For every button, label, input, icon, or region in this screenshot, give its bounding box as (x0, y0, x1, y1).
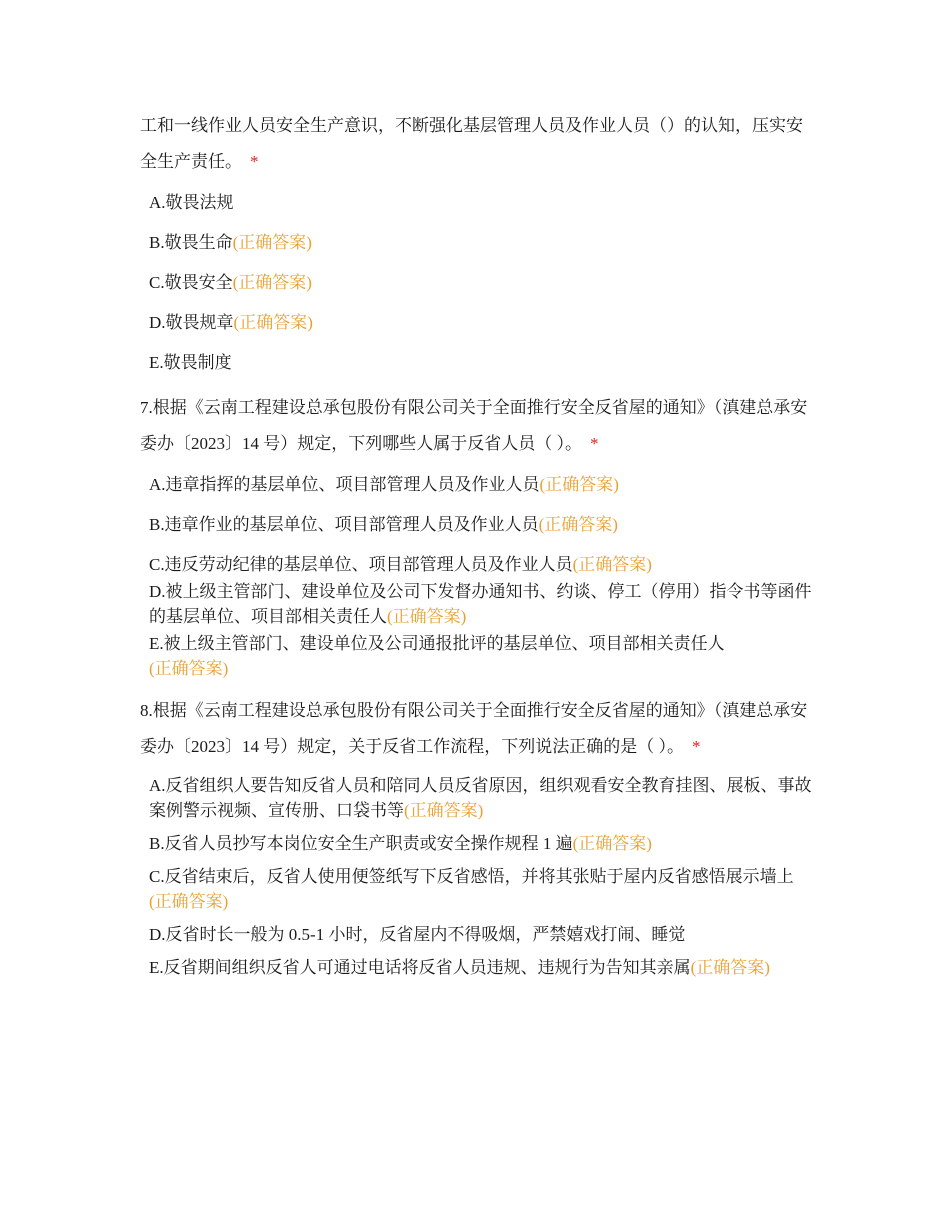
q8-option-d (149, 922, 812, 947)
question-6-text: 工和一线作业人员安全生产意识，不断强化基层管理人员及作业人员（）的认知，压实安全生产责任。 (140, 116, 803, 171)
option-text: D.被上级主管部门、建设单位及公司下发督办通知书、约谈、停工（停用）指令书等函件的基层单位、项目部相关责任人 (149, 582, 812, 626)
q6-option-e (149, 350, 812, 375)
question-7-options (140, 472, 812, 681)
correct-answer-label: (正确答案) (572, 555, 652, 574)
correct-answer-label: (正确答案) (690, 958, 770, 977)
correct-answer-label: (正确答案) (232, 233, 312, 252)
q7-option-c (149, 552, 812, 577)
option-text: A.违章指挥的基层单位、项目部管理人员及作业人员 (149, 475, 540, 494)
question-8-options (140, 773, 812, 980)
question-6 (140, 108, 812, 180)
required-mark: * (590, 434, 599, 453)
option-text: C.反省结束后，反省人使用便签纸写下反省感悟，并将其张贴于屋内反省感悟展示墙上 (149, 867, 794, 886)
q6-option-d (149, 310, 812, 335)
correct-answer-label: (正确答案) (233, 313, 313, 332)
option-text: C.违反劳动纪律的基层单位、项目部管理人员及作业人员 (149, 555, 573, 574)
option-text: A.敬畏法规 (149, 193, 234, 212)
option-text: D.反省时长一般为 0.5-1 小时，反省屋内不得吸烟，严禁嬉戏打闹、睡觉 (149, 925, 686, 944)
option-text: C.敬畏安全 (149, 273, 233, 292)
question-6-options (140, 190, 812, 375)
correct-answer-label: (正确答案) (149, 892, 229, 911)
q7-option-e (149, 631, 812, 681)
q8-option-e (149, 955, 812, 980)
correct-answer-label: (正确答案) (539, 475, 619, 494)
q6-option-c (149, 270, 812, 295)
q7-option-b (149, 512, 812, 537)
q8-option-c (149, 864, 812, 914)
correct-answer-label: (正确答案) (149, 659, 229, 678)
correct-answer-label: (正确答案) (232, 273, 312, 292)
question-8 (140, 693, 812, 765)
option-text: B.违章作业的基层单位、项目部管理人员及作业人员 (149, 515, 539, 534)
question-8-text: 8.根据《云南工程建设总承包股份有限公司关于全面推行安全反省屋的通知》（滇建总承安委办〔2023〕14 号）规定，关于反省工作流程，下列说法正确的是（ ）。 (140, 701, 808, 756)
option-text: B.敬畏生命 (149, 233, 233, 252)
q7-option-a (149, 472, 812, 497)
option-text: E.反省期间组织反省人可通过电话将反省人员违规、违规行为告知其亲属 (149, 958, 691, 977)
required-mark: * (250, 152, 259, 171)
q6-option-a (149, 190, 812, 215)
option-text: E.敬畏制度 (149, 353, 232, 372)
q8-option-b (149, 831, 812, 856)
question-7-text: 7.根据《云南工程建设总承包股份有限公司关于全面推行安全反省屋的通知》（滇建总承安委办〔2023〕14 号）规定，下列哪些人属于反省人员（ ）。 (140, 398, 808, 453)
q7-option-d (149, 579, 812, 629)
q6-option-b (149, 230, 812, 255)
correct-answer-label: (正确答案) (538, 515, 618, 534)
option-text: A.反省组织人要告知反省人员和陪同人员反省原因，组织观看安全教育挂图、展板、事故案例警示视频、宣传册、口袋书等 (149, 776, 812, 820)
option-text: D.敬畏规章 (149, 313, 234, 332)
option-text: B.反省人员抄写本岗位安全生产职责或安全操作规程 1 遍 (149, 834, 573, 853)
correct-answer-label: (正确答案) (572, 834, 652, 853)
question-7 (140, 390, 812, 462)
correct-answer-label: (正确答案) (404, 801, 484, 820)
q8-option-a (149, 773, 812, 823)
correct-answer-label: (正确答案) (387, 607, 467, 626)
required-mark: * (692, 737, 701, 756)
option-text: E.被上级主管部门、建设单位及公司通报批评的基层单位、项目部相关责任人 (149, 634, 725, 653)
document-page (140, 108, 812, 988)
